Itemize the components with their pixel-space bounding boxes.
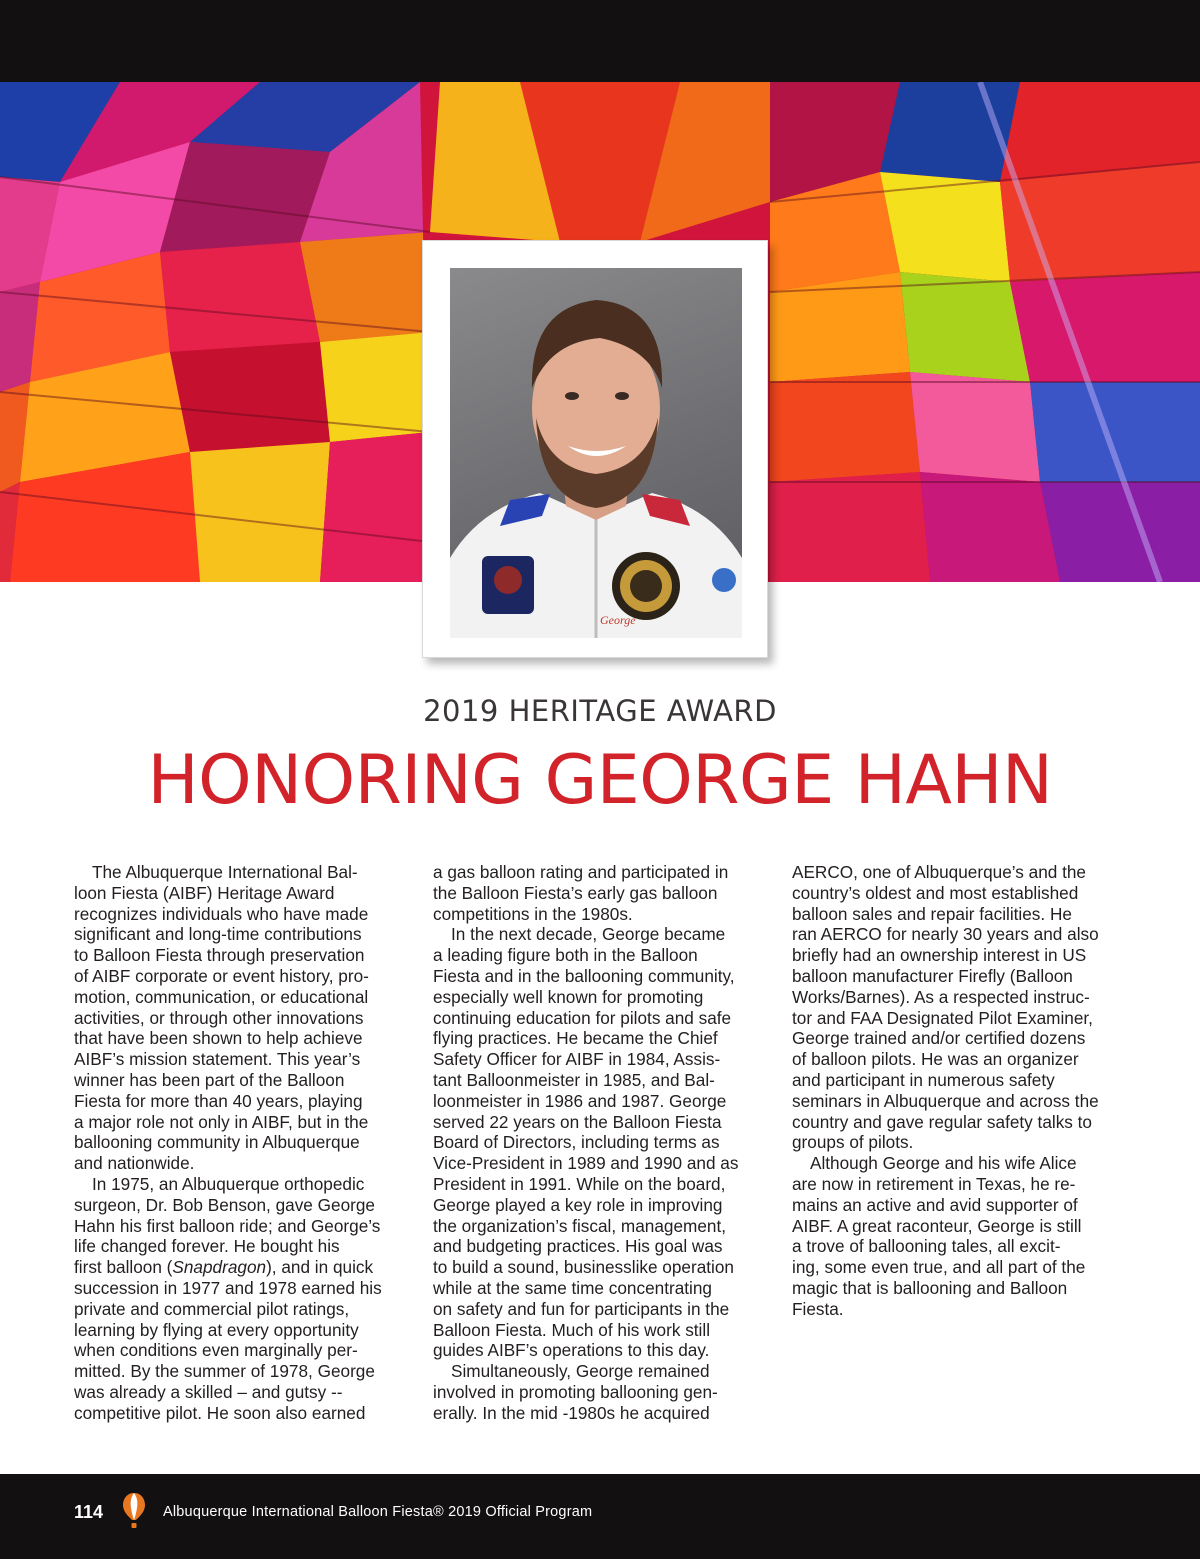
body-line: learning by flying at every opportunity: [74, 1319, 359, 1340]
body-line: involved in promoting ballooning gen-: [433, 1381, 718, 1402]
portrait-george-hahn: [450, 268, 742, 638]
body-line: In the next decade, George became: [451, 924, 726, 945]
body-line: loon Fiesta (AIBF) Heritage Award: [74, 882, 335, 903]
body-text: first balloon (: [74, 1257, 173, 1278]
portrait-photo-frame: [422, 240, 768, 658]
body-line: balloon sales and repair facilities. He: [792, 903, 1072, 924]
body-line: country’s oldest and most established: [792, 882, 1079, 903]
body-line: of balloon pilots. He was an organizer: [792, 1049, 1079, 1070]
body-line: Works/Barnes). As a respected instruc-: [792, 986, 1090, 1007]
top-bar: [0, 0, 1200, 82]
body-line: and budgeting practices. His goal was: [433, 1236, 723, 1257]
body-line: ing, some even true, and all part of the: [792, 1257, 1086, 1278]
body-line: life changed forever. He bought his: [74, 1236, 340, 1257]
award-kicker: 2019 HERITAGE AWARD: [423, 694, 777, 728]
body-text: ), and in quick: [266, 1257, 374, 1278]
body-line: succession in 1977 and 1978 earned his: [74, 1277, 382, 1298]
body-line: a gas balloon rating and participated in: [433, 862, 729, 882]
article-column-2: [433, 862, 773, 1424]
body-line: Balloon Fiesta. Much of his work still: [433, 1319, 711, 1340]
body-line: of AIBF corporate or event history, pro-: [74, 965, 369, 986]
body-line: private and commercial pilot ratings,: [74, 1298, 350, 1319]
body-line: erally. In the mid -1980s he acquired: [433, 1402, 710, 1423]
body-line-with-title: [74, 1257, 414, 1278]
body-line: Fiesta.: [792, 1298, 844, 1319]
body-line: motion, communication, or educational: [74, 986, 369, 1007]
body-line: and nationwide.: [74, 1153, 195, 1174]
body-line: continuing education for pilots and safe: [433, 1007, 732, 1028]
body-line: Safety Officer for AIBF in 1984, Assis-: [433, 1049, 721, 1070]
body-line: guides AIBF’s operations to this day.: [433, 1340, 710, 1361]
body-line: winner has been part of the Balloon: [74, 1069, 345, 1090]
body-line: competitions in the 1980s.: [433, 903, 633, 924]
body-line: that have been shown to help achieve: [74, 1028, 363, 1049]
body-line: In 1975, an Albuquerque orthopedic: [92, 1173, 365, 1194]
body-line: Although George and his wife Alice: [810, 1153, 1077, 1174]
article-column-1: [74, 862, 414, 1424]
body-line: The Albuquerque International Bal-: [92, 862, 358, 882]
body-line: Fiesta and in the ballooning community,: [433, 965, 735, 986]
body-line: the organization’s fiscal, management,: [433, 1215, 726, 1236]
body-line: activities, or through other innovations: [74, 1007, 364, 1028]
body-line: served 22 years on the Balloon Fiesta: [433, 1111, 722, 1132]
balloon-logo-icon: [122, 1492, 146, 1530]
body-line: loonmeister in 1986 and 1987. George: [433, 1090, 727, 1111]
body-line: while at the same time concentrating: [433, 1277, 712, 1298]
body-line: are now in retirement in Texas, he re-: [792, 1173, 1076, 1194]
body-line: tant Balloonmeister in 1985, and Bal-: [433, 1069, 715, 1090]
body-line: AIBF’s mission statement. This year’s: [74, 1049, 361, 1070]
body-line: a trove of ballooning tales, all excit-: [792, 1236, 1061, 1257]
page-footer: [0, 1474, 1200, 1559]
page-number: 114: [74, 1502, 104, 1522]
body-line: magic that is ballooning and Balloon: [792, 1277, 1068, 1298]
body-line: AERCO, one of Albuquerque’s and the: [792, 862, 1086, 882]
body-line: was already a skilled – and gutsy --: [74, 1381, 343, 1402]
body-line: President in 1991. While on the board,: [433, 1173, 726, 1194]
body-line: ballooning community in Albuquerque: [74, 1132, 360, 1153]
body-line: to Balloon Fiesta through preservation: [74, 945, 365, 966]
jacket-signature: George: [600, 613, 636, 627]
body-line: and participant in numerous safety: [792, 1069, 1055, 1090]
body-line: flying practices. He became the Chief: [433, 1028, 718, 1049]
article-column-3: [792, 862, 1132, 1320]
page-title: HONORING GEORGE HAHN: [147, 741, 1053, 820]
body-line: AIBF. A great raconteur, George is still: [792, 1215, 1082, 1236]
body-line: the Balloon Fiesta’s early gas balloon: [433, 882, 718, 903]
body-line: a leading figure both in the Balloon: [433, 945, 698, 966]
body-line: mains an active and avid supporter of: [792, 1194, 1078, 1215]
body-line: George trained and/or certified dozens: [792, 1028, 1086, 1049]
body-line: significant and long-time contributions: [74, 924, 362, 945]
body-line: Board of Directors, including terms as: [433, 1132, 720, 1153]
body-line: balloon manufacturer Firefly (Balloon: [792, 965, 1073, 986]
body-line: on safety and fun for participants in the: [433, 1298, 730, 1319]
body-line: tor and FAA Designated Pilot Examiner,: [792, 1007, 1093, 1028]
body-line: Simultaneously, George remained: [451, 1361, 710, 1382]
body-line: Fiesta for more than 40 years, playing: [74, 1090, 363, 1111]
body-line: ran AERCO for nearly 30 years and also: [792, 924, 1099, 945]
body-line: surgeon, Dr. Bob Benson, gave George: [74, 1194, 375, 1215]
body-line: recognizes individuals who have made: [74, 903, 369, 924]
body-line: competitive pilot. He soon also earned: [74, 1402, 366, 1423]
body-line: Vice-President in 1989 and 1990 and as: [433, 1153, 739, 1174]
body-line: a major role not only in AIBF, but in the: [74, 1111, 369, 1132]
body-line: to build a sound, businesslike operation: [433, 1257, 734, 1278]
body-line: briefly had an ownership interest in US: [792, 945, 1087, 966]
body-line: seminars in Albuquerque and across the: [792, 1090, 1099, 1111]
balloon-name: Snapdragon: [172, 1257, 267, 1278]
publication-name: Albuquerque International Balloon Fiesta® 2019 Official Program: [163, 1504, 593, 1520]
body-line: Hahn his first balloon ride; and George’s: [74, 1215, 381, 1236]
body-line: mitted. By the summer of 1978, George: [74, 1361, 375, 1382]
body-line: groups of pilots.: [792, 1132, 914, 1153]
body-line: country and gave regular safety talks to: [792, 1111, 1092, 1132]
body-line: especially well known for promoting: [433, 986, 704, 1007]
body-line: when conditions even marginally per-: [74, 1340, 358, 1361]
body-line: George played a key role in improving: [433, 1194, 723, 1215]
